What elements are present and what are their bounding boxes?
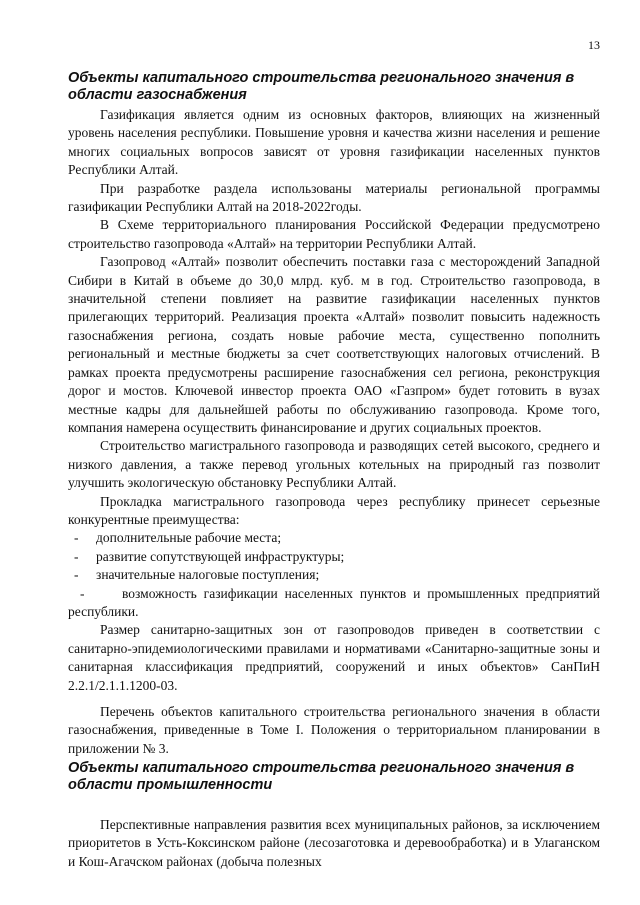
list-item <box>68 529 600 547</box>
bullet-dash: - <box>74 530 79 546</box>
paragraph: Прокладка магистрального газопровода через республику принесет серьезные конкурентные преимущества: <box>68 493 600 527</box>
paragraph: В Схеме территориального планирования Российской Федерации предусмотрено строительство газопровода «Алтай» на территории Республики Алтай. <box>68 217 600 251</box>
paragraph: Газификация является одним из основных факторов, влияющих на жизненный уровень населения республики. Повышение уровня и качества жизни населения и решение многих социальных вопросов зависят от уровня газификации населенных пунктов Республики Алтай. <box>68 107 600 178</box>
paragraph: Газопровод «Алтай» позволит обеспечить поставки газа с месторождений Западной Сибири в Китай в объеме до 30,0 млрд. куб. м в год. Строительство газопровода, в значительной степени повлияет на развитие газификации населенных пунктов прилегающих территорий. Реализация проекта «Алтай» позволит повысить надежность газоснабжения региона, создать новые рабочие места, существенно пополнить региональный и местные бюджеты за счет соответствующих налоговых отчислений. В рамках проекта предусмотрены расширение газоснабжения сел региона, реконструкция дорог и мостов. Ключевой инвестор проекта ОАО «Газпром» будет готовить в вузах местные кадры для дальнейшей работы по обслуживанию газопровода. Кроме того, компания намерена осуществить финансирование и других социальных проектов. <box>68 254 600 435</box>
paragraph: Строительство магистрального газопровода и разводящих сетей высокого, среднего и низкого давления, а также перевод угольных котельных на природный газ позволит улучшить экологическую обстановку Республики Алтай. <box>68 438 600 491</box>
list-item-text: развитие сопутствующей инфраструктуры; <box>96 548 345 564</box>
advantages-list <box>68 529 600 621</box>
section-body-industry <box>68 816 600 871</box>
paragraph: Размер санитарно-защитных зон от газопроводов приведен в соответствии с санитарно-эпидемиологическими правилами и нормативами «Санитарно-защитные зоны и санитарная классификация предприятий, сооружений и иных объектов» СанПиН 2.2.1/2.1.1.1200-03. <box>68 622 600 693</box>
list-item-text: дополнительные рабочие места; <box>96 530 282 546</box>
paragraph: При разработке раздела использованы материалы региональной программы газификации Республики Алтай на 2018-2022годы. <box>68 180 600 215</box>
bullet-dash: - <box>74 567 79 583</box>
list-item <box>68 566 600 584</box>
section-title-industry: Объекты капитального строительства регионального значения в области промышленности <box>68 760 575 793</box>
bullet-dash: - <box>74 548 79 564</box>
list-item-text: возможность газификации населенных пунктов и промышленных предприятий республики. <box>68 585 600 619</box>
section-body-gas-supply <box>68 106 600 758</box>
page-number: 13 <box>588 38 600 52</box>
list-item <box>68 585 600 622</box>
section-title-gas-supply: Объекты капитального строительства регионального значения в области газоснабжения <box>68 70 575 103</box>
list-item-text: значительные налоговые поступления; <box>96 567 320 583</box>
paragraph: Перспективные направления развития всех муниципальных районов, за исключением приоритетов в Усть-Коксинском районе (лесозаготовка и деревообработка) и в Улаганском и Кош-Агачском районах (добыча полезных <box>68 817 600 869</box>
paragraph: Перечень объектов капитального строительства регионального значения в области газоснабжения, приведенные в Томе I. Положения о территориальном планировании в приложении № 3. <box>68 704 600 756</box>
bullet-dash: - <box>80 585 85 601</box>
list-item <box>68 548 600 566</box>
